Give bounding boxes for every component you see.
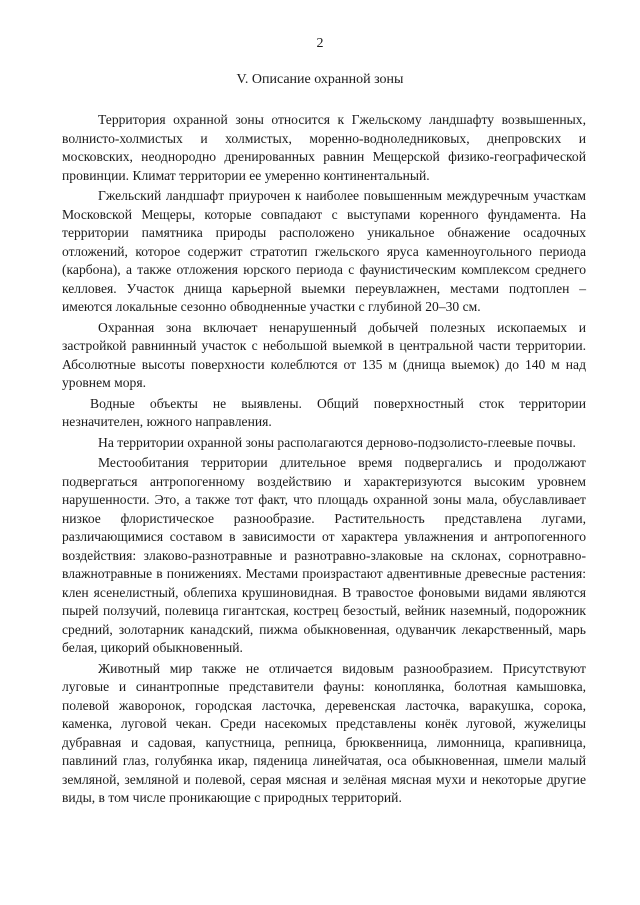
section-title: V. Описание охранной зоны [236,72,404,87]
paragraph-vegetation: Местообитания территории длительное время подвергались и продолжают подвергаться антропогенному воздействию и характеризуются высоким уровнем нарушенности. Это, а также тот факт, что площадь охранной зоны мала, обуславливает низкое флористическое разнообразие. Растительность представлена лугами, различающимися составом в зависимости от характера увлажнения и антропогенного воздействия: злаково-разнотравные и разнотравно-злаковые на склонах, сорнотравно-влажнотравные в понижениях. Местами произрастают адвентивные древесные растения: клен ясенелистный, облепиха крушиновидная. В травостое фоновыми видами являются пырей ползучий, полевица гигантская, кострец безостый, вейник наземный, подорожник средний, золотарник канадский, пижма обыкновенная, одуванчик лекарственный, марь белая, цикорий обыкновенный. [62,455,586,655]
paragraph-soils: На территории охранной зоны располагаются дерново-подзолисто-глеевые почвы. [98,434,576,450]
paragraph-landscape: Территория охранной зоны относится к Гжельскому ландшафту возвышенных, волнисто-холмистых и холмистых, моренно-водноледниковых, днепровских и московских, неоднородно дренированных равнин Мещерской физико-географической провинции. Климат территории ее умеренно континентальный. [62,112,586,183]
paragraph-protected-zone-relief: Охранная зона включает ненарушенный добычей полезных ископаемых и застройкой равнинный участок с небольшой выемкой в центральной части территории. Абсолютные высоты поверхности колеблются от 135 м (днища выемок) до 140 м над уровнем моря. [62,319,586,390]
paragraph-fauna: Животный мир также не отличается видовым разнообразием. Присутствуют луговые и синантропные представители фауны: коноплянка, болотная камышовка, полевой жаворонок, городская ласточка, деревенская ласточка, варакушка, сорока, каменка, луговой чекан. Среди насекомых представлены конёк луговой, жужелицы дубравная и садовая, капустница, репница, брюквенница, лимонница, крапивница, павлиний глаз, голубянка икар, пяденица линейчатая, оса обыкновенная, шмели малый земляной, земляной и полевой, серая мясная и зелёная мясная мухи и некоторые другие виды, в том числе проникающие с природных территорий. [62,660,586,805]
paragraph-gzhel-landscape: Гжельский ландшафт приурочен к наиболее повышенным междуречным участкам Московской Мещеры, которые совпадают с выступами коренного фундамента. На территории памятника природы расположено уникальное обнажение осадочных отложений, которое содержит стратотип гжельского яруса каменноугольного периода (карбона), а также отложения юрского периода с фаунистическим комплексом среднего келловея. Участок днища карьерной выемки переувлажнен, местами подтоплен – имеются локальные сезонно обводненные участки с глубиной 20–30 см. [62,188,586,314]
body-text [62,111,586,810]
paragraph-water-objects: Водные объекты не выявлены. Общий поверхностный сток территории незначителен, южного направления. [62,395,586,429]
page-number: 2 [316,36,324,51]
